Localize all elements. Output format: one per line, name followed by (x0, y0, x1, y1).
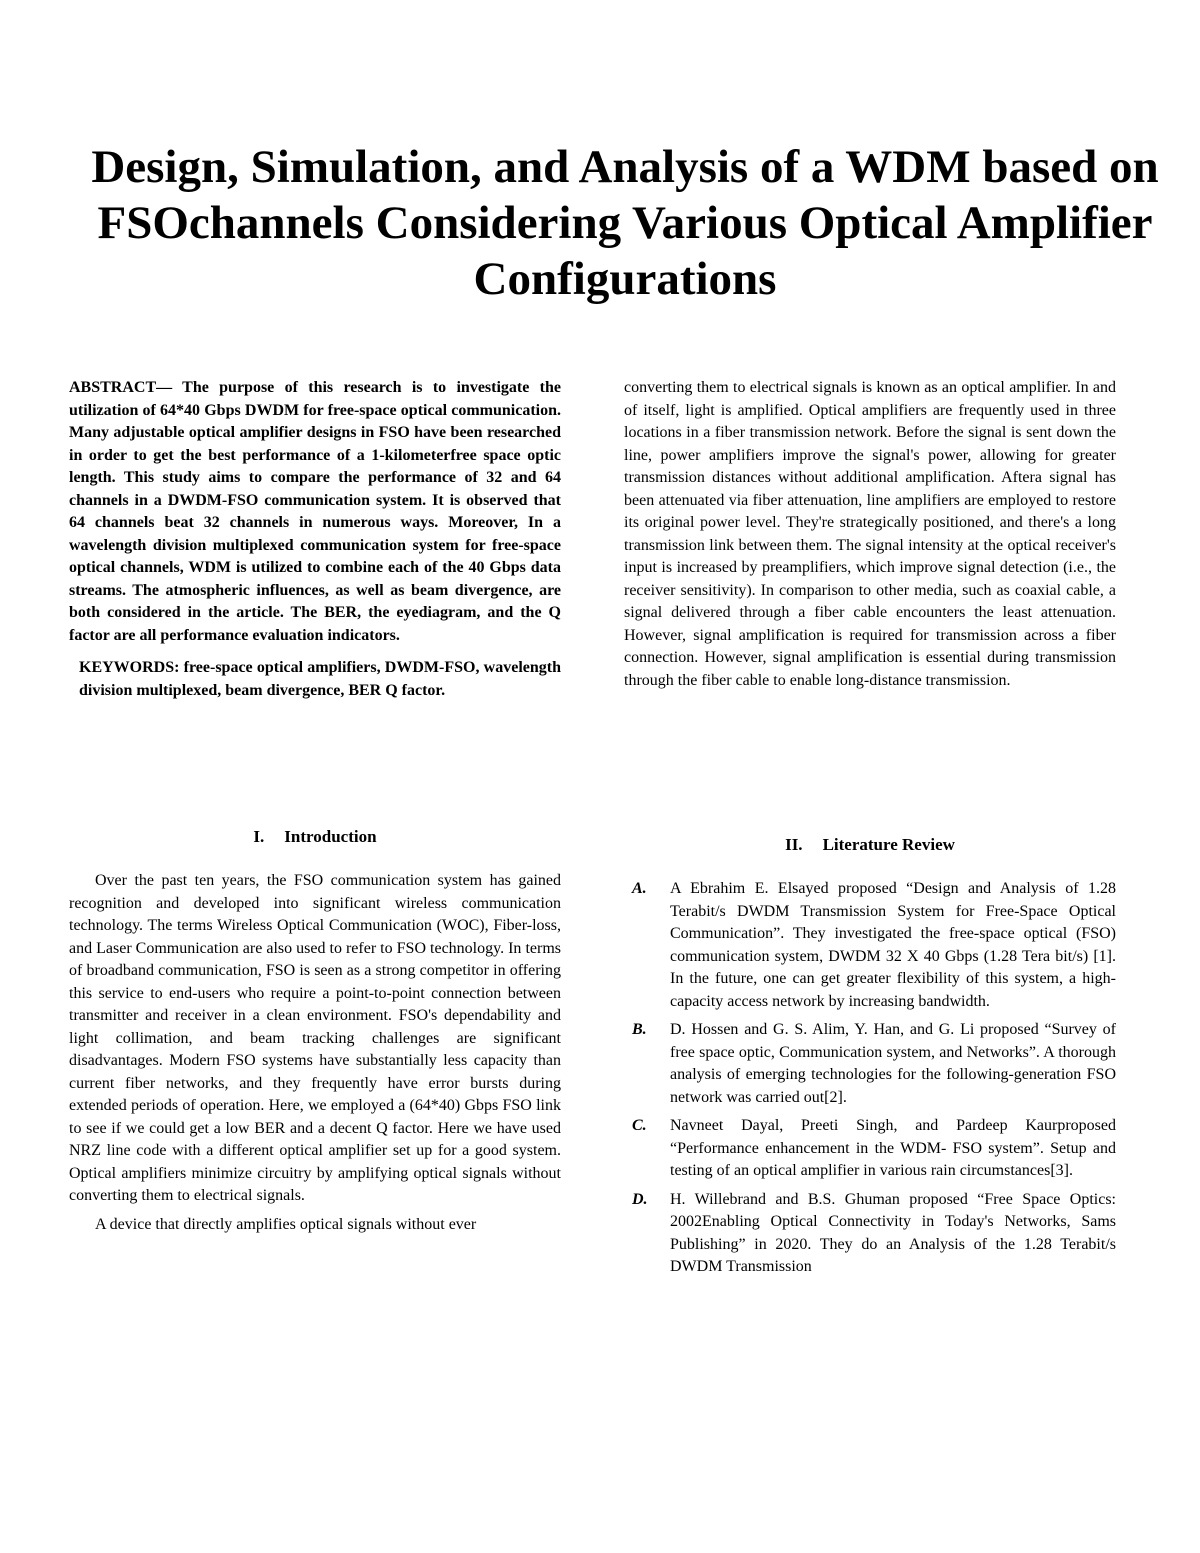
introduction-paragraph: A device that directly amplifies optical signals without ever (95, 1215, 477, 1233)
list-item (624, 1189, 1116, 1279)
list-item (624, 1019, 1116, 1109)
reference-list (624, 878, 1116, 1279)
introduction-section (69, 826, 561, 1236)
list-item-text: Navneet Dayal, Preeti Singh, and Pardeep Kaurproposed “Performance enhancement in the WDM- FSO system”. Setup and testing of an optical amplifier in various rain circumstances[3]. (670, 1117, 1116, 1179)
literature-review-section (624, 834, 1116, 1285)
section-title: Introduction (284, 827, 377, 846)
list-marker: B. (632, 1021, 647, 1038)
introduction-paragraph: Over the past ten years, the FSO communication system has gained recognition and developed into significant wireless communication technology. The terms Wireless Optical Communication (WOC), Fiber-loss, and Laser Communication are also used to refer to FSO technology. In terms of broadband communication, FSO is seen as a strong competitor in offering this service to end-users who require a point-to-point connection between transmitter and receiver in a clean environment. FSO's dependability and light collimation, and beam tracking challenges are significant disadvantages. Modern FSO systems have substantially less capacity than current fiber networks, and they frequently have error bursts during extended periods of operation. Here, we employed a (64*40) Gbps FSO link to see if we could get a low BER and a decent Q factor. Here we have used NRZ line code with a different optical amplifier set up for a good system. Optical amplifiers minimize circuitry by amplifying optical signals without converting them to electrical signals. (69, 872, 561, 1204)
list-marker: C. (632, 1117, 647, 1134)
list-item-text: H. Willebrand and B.S. Ghuman proposed “Free Space Optics: 2002Enabling Optical Connectivity in Today's Networks, Sams Publishing” in 2020. They do an Analysis of the 1.28 Terabit/s DWDM Transmission (670, 1190, 1116, 1275)
paper-title: Design, Simulation, and Analysis of a WDM based on FSOchannels Considering Various Optical Amplifier Configurations (91, 141, 1159, 306)
section-number: I. (253, 827, 265, 846)
list-marker: A. (632, 880, 647, 897)
continuation-paragraph: converting them to electrical signals is known as an optical amplifier. In and of itself, light is amplified. Optical amplifiers are frequently used in three locations in a fiber transmission network. Before the signal is sent down the line, power amplifiers improve the signal's power, allowing for greater transmission distances without additional amplification. Aftera signal has been attenuated via fiber attenuation, line amplifiers are employed to restore its original power level. They're strategically positioned, and there's a long transmission link between them. The signal intensity at the optical receiver's input is increased by preamplifiers, which improve signal detection (i.e., the receiver sensitivity). In comparison to other media, such as coaxial cable, a signal delivered through a fiber cable encounters the least attenuation. However, signal amplification is required for transmission across a fiber connection. However, signal amplification is essential during transmission through the fiber cable to enable long-distance transmission. (624, 379, 1116, 689)
keywords-text: KEYWORDS: free-space optical amplifiers, DWDM-FSO, wavelength division multiplexed, beam divergence, BER Q factor. (79, 659, 561, 699)
section-title: Literature Review (822, 835, 955, 854)
list-marker: D. (632, 1190, 648, 1208)
introduction-heading (69, 826, 561, 848)
list-item (624, 1115, 1116, 1183)
literature-review-heading (624, 834, 1116, 856)
abstract-section (69, 377, 561, 702)
list-item-text: A Ebrahim E. Elsayed proposed “Design and Analysis of 1.28 Terabit/s DWDM Transmission System for Free-Space Optical Communication”. They investigated the free-space optical (FSO) communication system, DWDM 32 X 40 Gbps (1.28 Tera bit/s) [1]. In the future, one can get greater flexibility of this system, a high-capacity access network by increasing bandwidth. (670, 880, 1116, 1010)
list-item-text: D. Hossen and G. S. Alim, Y. Han, and G. Li proposed “Survey of free space optic, Communication system, and Networks”. A thorough analysis of emerging technologies for the following-generation FSO network was carried out[2]. (670, 1021, 1116, 1106)
abstract-text: ABSTRACT— The purpose of this research is to investigate the utilization of 64*40 Gbps DWDM for free-space optical communication. Many adjustable optical amplifier designs in FSO have been researched in order to get the best performance of a 1-kilometerfree space optic length. This study aims to compare the performance of 32 and 64 channels in a DWDM-FSO communication system. It is observed that 64 channels beat 32 channels in numerous ways. Moreover, In a wavelength division multiplexed communication system for free-space optical channels, WDM is utilized to combine each of the 40 Gbps data streams. The atmospheric influences, as well as beam divergence, are both considered in the article. The BER, the eyediagram, and the Q factor are all performance evaluation indicators. (69, 379, 561, 644)
list-item (624, 878, 1116, 1013)
abstract-continuation (624, 377, 1116, 692)
section-number: II. (785, 835, 803, 854)
